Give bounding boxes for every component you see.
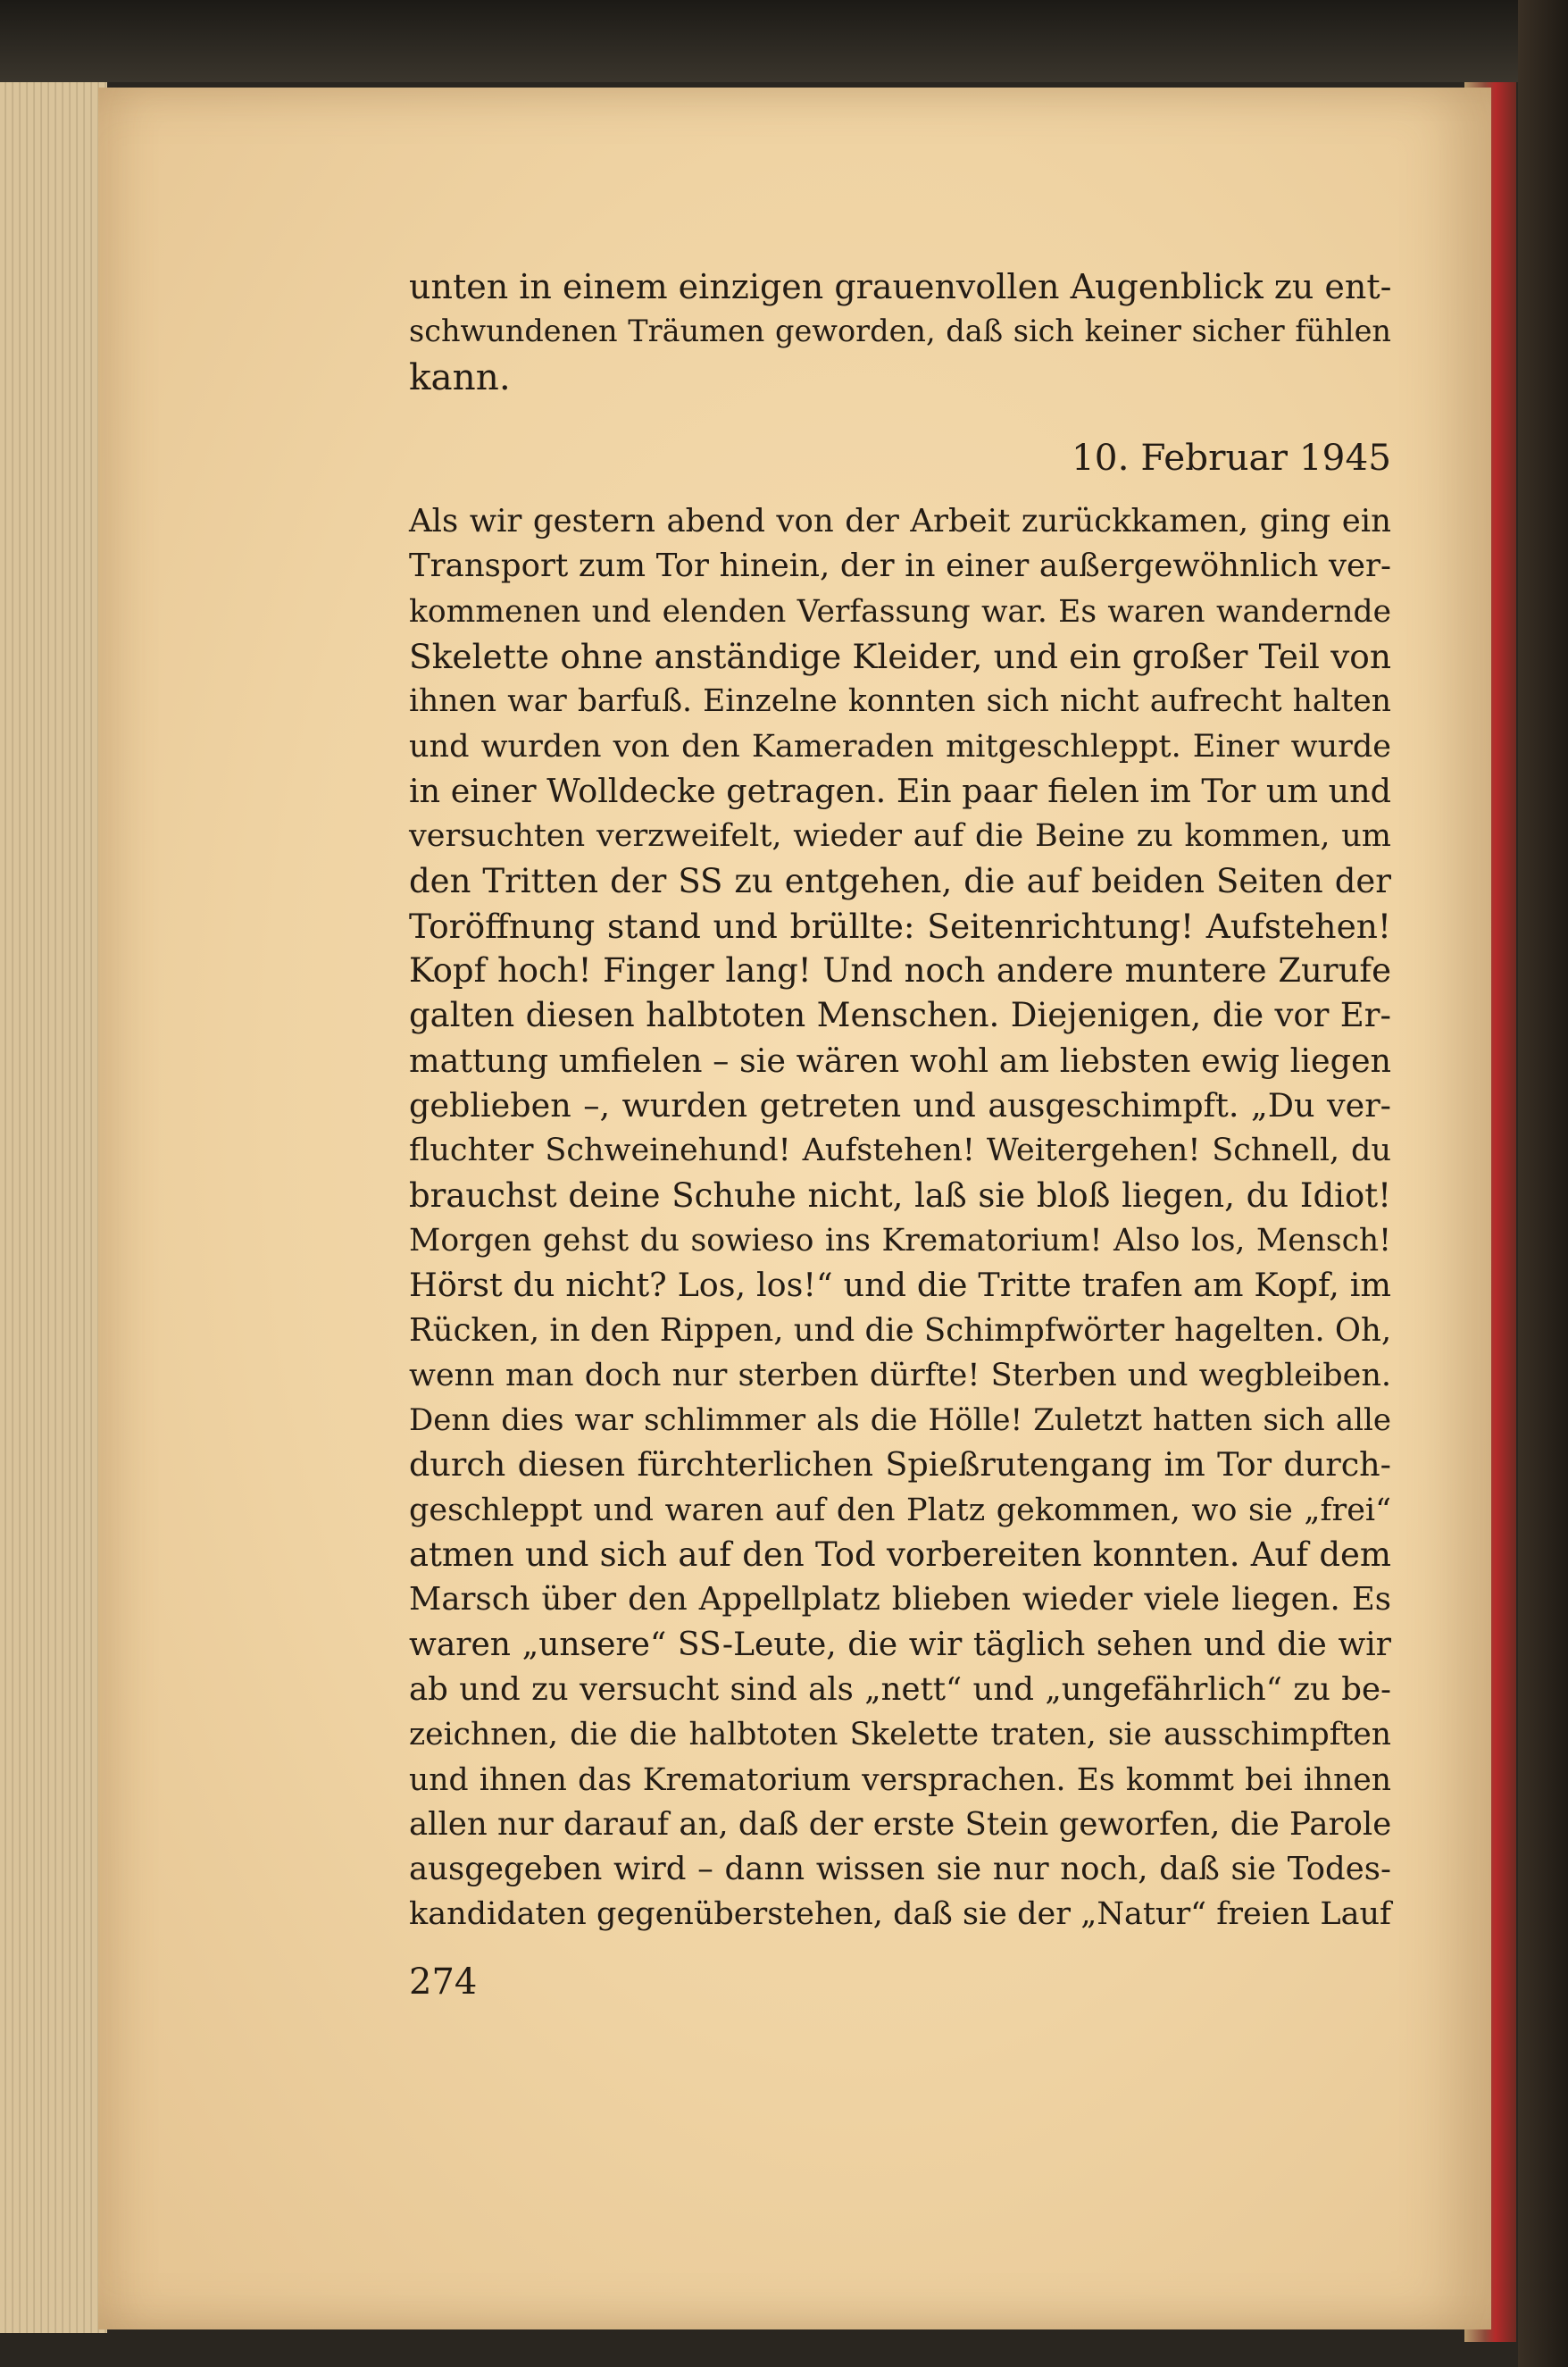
- text-line: mattung umfielen – sie wären wohl am liebsten ewig liegen: [409, 1041, 1392, 1080]
- page-text: [409, 264, 1391, 1937]
- text-line: Marsch über den Appellplatz blieben wieder viele liegen. Es: [409, 1581, 1391, 1618]
- text-line: durch diesen fürchterlichen Spießrutengang im Tor durch-: [409, 1445, 1391, 1485]
- scanner-background-right: [1518, 0, 1568, 2367]
- text-line: ausgegeben wird – dann wissen sie nur noch, daß sie Todes-: [409, 1851, 1391, 1888]
- text-line: Hörst du nicht? Los, los!“ und die Tritte trafen am Kopf, im: [409, 1266, 1391, 1305]
- text-line: wenn man doch nur sterben dürfte! Sterben und wegbleiben.: [409, 1357, 1391, 1393]
- text-line: Rücken, in den Rippen, und die Schimpfwörter hagelten. Oh,: [409, 1311, 1392, 1349]
- text-line: Skelette ohne anständige Kleider, und ein großer Teil von: [409, 637, 1391, 677]
- text-line: Denn dies war schlimmer als die Hölle! Zuletzt hatten sich alle: [409, 1402, 1391, 1439]
- text-line: unten in einem einzigen grauenvollen Augenblick zu ent-: [409, 267, 1392, 306]
- text-line: brauchst deine Schuhe nicht, laß sie bloß liegen, du Idiot!: [409, 1175, 1391, 1215]
- text-line: Als wir gestern abend von der Arbeit zurückkamen, ging ein: [409, 503, 1391, 540]
- text-line: geblieben –, wurden getreten und ausgeschimpft. „Du ver-: [409, 1086, 1391, 1125]
- text-line: Transport zum Tor hinein, der in einer außergewöhnlich ver-: [409, 548, 1391, 585]
- scanner-background-top: [0, 0, 1568, 82]
- text-line: in einer Wolldecke getragen. Ein paar fielen im Tor um und: [409, 771, 1392, 810]
- diary-date-heading: 10. Februar 1945: [1072, 435, 1391, 479]
- text-line: und ihnen das Krematorium versprachen. Es kommt bei ihnen: [409, 1761, 1391, 1798]
- text-line: kommenen und elenden Verfassung war. Es waren wandernde: [409, 593, 1391, 630]
- text-line: den Tritten der SS zu entgehen, die auf beiden Seiten der: [409, 861, 1391, 900]
- text-line: zeichnen, die die halbtoten Skelette traten, sie ausschimpften: [409, 1717, 1391, 1753]
- text-line: allen nur darauf an, daß der erste Stein geworfen, die Parole: [409, 1805, 1392, 1843]
- text-line: galten diesen halbtoten Menschen. Diejenigen, die vor Er-: [409, 996, 1391, 1035]
- text-line: versuchten verzweifelt, wieder auf die Beine zu kommen, um: [409, 818, 1391, 855]
- text-line: ihnen war barfuß. Einzelne konnten sich nicht aufrecht halten: [409, 683, 1391, 720]
- text-line: Toröffnung stand und brüllte: Seitenrichtung! Aufstehen!: [409, 906, 1391, 946]
- text-line: Kopf hoch! Finger lang! Und noch andere muntere Zurufe: [409, 951, 1391, 991]
- text-line: schwundenen Träumen geworden, daß sich keiner sicher fühlen: [409, 314, 1391, 349]
- text-line: geschleppt und waren auf den Platz gekommen, wo sie „frei“: [409, 1492, 1391, 1528]
- text-line: fluchter Schweinehund! Aufstehen! Weitergehen! Schnell, du: [409, 1133, 1391, 1169]
- text-line: und wurden von den Kameraden mitgeschleppt. Einer wurde: [409, 728, 1391, 765]
- text-line: kann.: [409, 355, 511, 398]
- text-line: ab und zu versucht sind als „nett“ und „ungefährlich“ zu be-: [409, 1670, 1391, 1708]
- text-line: Morgen gehst du sowieso ins Krematorium! Also los, Mensch!: [409, 1222, 1391, 1259]
- stacked-page-edges: [0, 82, 107, 2333]
- text-line: kandidaten gegenüberstehen, daß sie der „Natur“ freien Lauf: [409, 1896, 1391, 1933]
- text-line: waren „unsere“ SS-Leute, die wir täglich sehen und die wir: [409, 1626, 1391, 1663]
- page-number: 274: [409, 1961, 478, 2003]
- text-line: atmen und sich auf den Tod vorbereiten konnten. Auf dem: [409, 1535, 1391, 1575]
